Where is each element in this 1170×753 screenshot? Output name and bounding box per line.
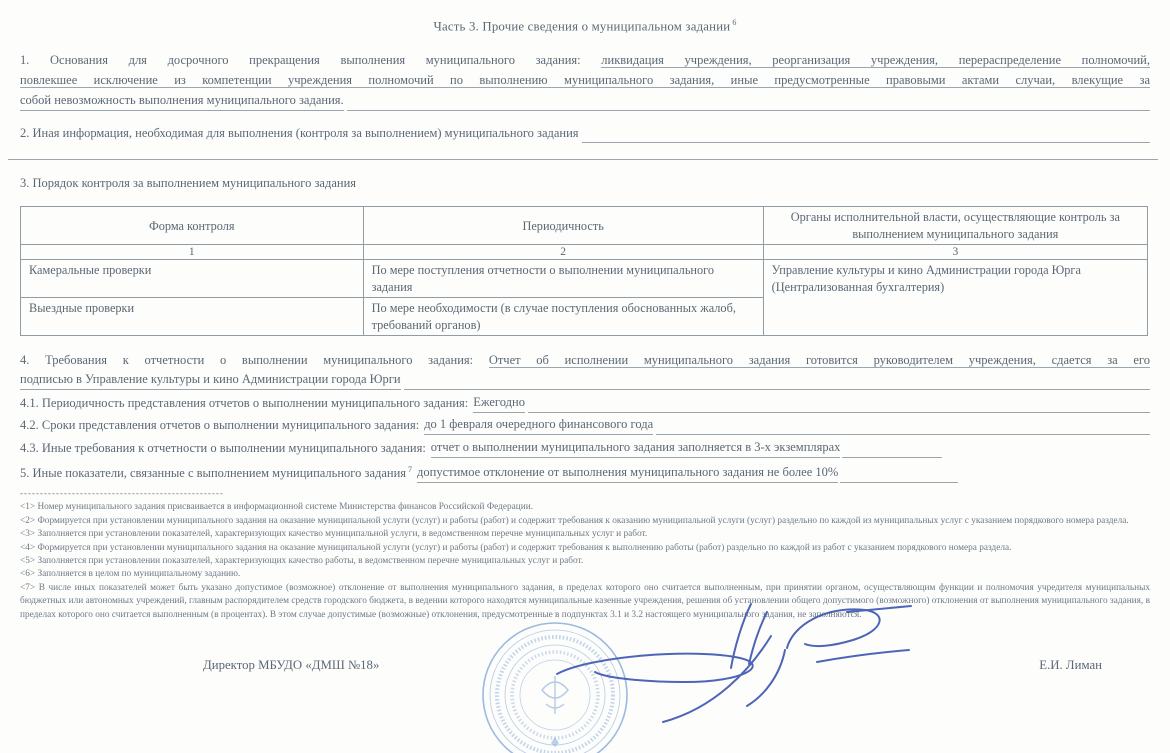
table-row [21, 260, 1148, 298]
signatory-name: Е.И. Лиман [1039, 658, 1102, 673]
section-5-footnote-ref: 7 [408, 465, 413, 475]
section-4-value-2: подписью в Управление культуры и кино Администрации города Юрги [20, 370, 401, 390]
col-number-3: 3 [763, 245, 1147, 260]
footnote-2: <2> Формируется при установлении муниципального задания на оказание муниципальной услуги (услуг) и работы (работ) и содержит требования к оказанию муниципальной услуги (услуг) раздельно по каждой из муниципальных услуг с указанием порядкового номера раздела. [20, 515, 1129, 526]
page-title [20, 18, 1150, 34]
section-1-line-3 [20, 90, 1150, 111]
col-number-2: 2 [363, 245, 763, 260]
footnote-4: <4> Формируется при установлении муниципального задания на оказание муниципальной услуги (услуг) и работы (работ) и содержит требования к выполнению работы (работ) раздельно по каждой из работ с указанием порядкового номера раздела. [20, 542, 1012, 553]
footnote-separator: --------------------------------------------------- [20, 488, 224, 499]
blank-underline [528, 412, 1150, 413]
blank-underline [842, 457, 942, 458]
signatory-position: Директор МБУДО «ДМШ №18» [203, 658, 380, 673]
section-4-3-value: отчет о выполнении муниципального задания заполняется в 3-х экземплярах [431, 438, 841, 458]
section-4-label: 4. Требования к отчетности о выполнении муниципального задания: [20, 353, 489, 368]
footnote-7: <7> В числе иных показателей может быть указано допустимое (возможное) отклонение от выполнения муниципального задания, в пределах которого оно считается выполненным, при принятии органом, осуществляющим функции и полномочия учредителя муниципальных бюджетных или автономных учреждений, главным распорядителем средств городского бюджета, в ведении которого находятся муниципальные казенные учреждения, решения об установлении общего допустимого (возможного) отклонения от выполнения муниципального задания, в пределах которого оно считается выполненным (в процентах). В этом случае допустимые (возможные) отклонения, предусмотренные в подпунктах 3.1 и 3.2 настоящего муниципального задания, не заполняются. [20, 582, 1150, 620]
blank-underline [347, 110, 1150, 111]
section-4-line-2 [20, 370, 1150, 390]
section-5-value: допустимое отклонение от выполнения муниципального задания не более 10% [417, 463, 838, 483]
section-1-value-1: ликвидация учреждения, реорганизация учреждения, перераспределение полномочий, [601, 53, 1150, 68]
footnote-3: <3> Заполняется при установлении показателей, характеризующих качество муниципальной услуги, в ведомственном перечне муниципальных услуг и работ. [20, 529, 648, 540]
section-1 [20, 50, 1150, 111]
section-5-label [20, 460, 412, 483]
section-4-1-value: Ежегодно [473, 393, 525, 413]
footnote-1: <1> Номер муниципального задания присваивается в информационной системе Министерства финансов Российской Федерации. [20, 502, 534, 513]
footnote-5: <5> Заполняется при установлении показателей, характеризующих качество работы, в ведомственном перечне муниципальных услуг и работ. [20, 556, 584, 567]
section-2 [20, 124, 1150, 143]
section-4-2 [20, 415, 1150, 435]
col-header-form: Форма контроля [21, 207, 364, 245]
section-4-1-label: 4.1. Периодичность представления отчетов о выполнении муниципального задания: [20, 395, 469, 410]
section-4-2-label: 4.2. Сроки представления отчетов о выполнении муниципального задания: [20, 418, 420, 433]
section-2-label: 2. Иная информация, необходимая для выполнения (контроля за выполнением) муниципального задания [20, 126, 579, 141]
section-1-value-2: повлекшее исключение из компетенции учреждения полномочий по выполнению муниципального задания, иные предусмотренные правовыми актами случаи, влекущие за [20, 73, 1150, 88]
col-header-organ: Органы исполнительной власти, осуществляющие контроль за выполнением муниципального задания [763, 207, 1147, 245]
col-number-1: 1 [21, 245, 364, 260]
section-5 [20, 460, 1150, 483]
section-4 [20, 351, 1150, 390]
blank-underline [840, 482, 958, 483]
title-footnote-ref: 6 [732, 18, 737, 27]
blank-underline [404, 389, 1150, 390]
col-header-period: Периодичность [363, 207, 763, 245]
section-4-2-value: до 1 февраля очередного финансового года [424, 415, 653, 435]
section-1-line-2 [20, 70, 1150, 90]
section-4-3-label: 4.3. Иные требования к отчетности о выполнении муниципального задания: [20, 440, 426, 455]
blank-underline [656, 434, 1150, 435]
section-3-label: 3. Порядок контроля за выполнением муниципального задания [20, 176, 357, 191]
cell-form-1: Камеральные проверки [21, 260, 364, 298]
blank-continuation-line [8, 143, 1158, 160]
cell-organ: Управление культуры и кино Администрации города Юрга (Централизованная бухгалтерия) [763, 260, 1147, 336]
table-header-row [21, 207, 1148, 245]
cell-period-2: По мере необходимости (в случае поступления обоснованных жалоб, требований органов) [363, 298, 763, 336]
blank-underline [582, 142, 1150, 143]
section-1-label: 1. Основания для досрочного прекращения выполнения муниципального задания: [20, 53, 602, 68]
signature-row [20, 658, 1150, 673]
footnote-6: <6> Заполняется в целом по муниципальному заданию. [20, 569, 241, 580]
section-4-value-1: Отчет об исполнении муниципального задания готовится руководителем учреждения, сдается за его [488, 353, 1150, 368]
section-5-label-text: 5. Иные показатели, связанные с выполнением муниципального задания [20, 466, 407, 481]
page-title-text: Часть 3. Прочие сведения о муниципальном задании [433, 19, 731, 34]
section-4-3 [20, 438, 1150, 458]
control-table [20, 206, 1148, 336]
table-number-row [21, 245, 1148, 260]
cell-period-1: По мере поступления отчетности о выполнении муниципального задания [363, 260, 763, 298]
section-1-line-1 [20, 50, 1150, 70]
section-4-line-1 [20, 351, 1150, 370]
cell-form-2: Выездные проверки [21, 298, 364, 336]
section-1-value-3: собой невозможность выполнения муниципального задания. [20, 90, 344, 111]
section-4-1 [20, 393, 1150, 413]
